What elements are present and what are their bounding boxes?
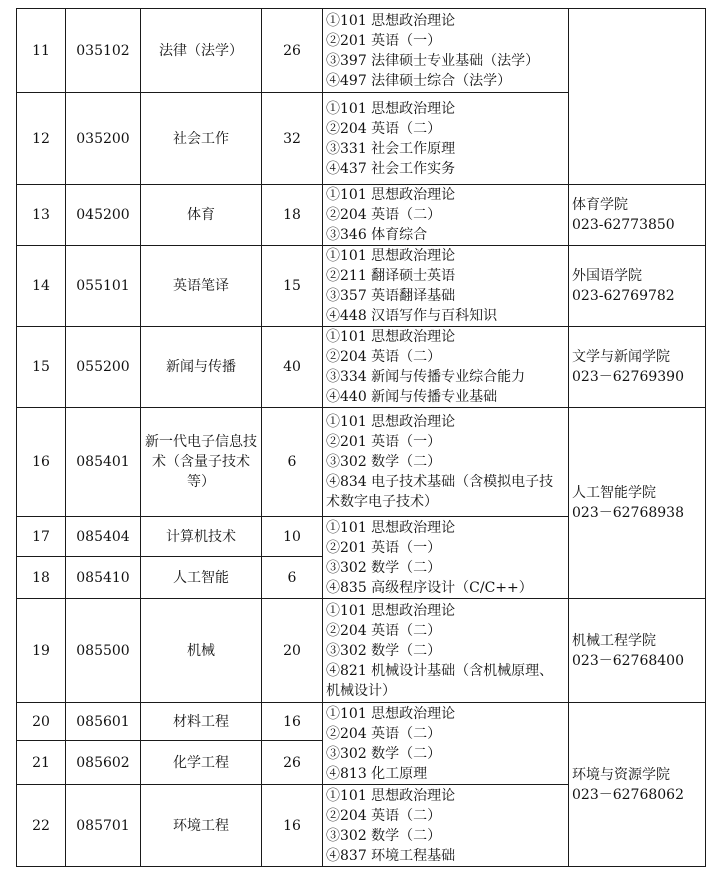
enrollment-quota: 16: [262, 703, 323, 741]
college-name: 机械工程学院: [572, 632, 656, 649]
major-code: 085410: [66, 557, 141, 599]
exam-subject: ②204 英语（二）: [326, 120, 442, 137]
major-code: 045200: [66, 185, 141, 246]
row-number: 14: [17, 246, 66, 327]
exam-subject: ①101 思想政治理论: [326, 705, 456, 722]
enrollment-quota: 20: [262, 599, 323, 703]
exam-subjects: [323, 185, 569, 246]
major-code: 055101: [66, 246, 141, 327]
exam-subject: ③346 体育综合: [326, 227, 428, 243]
enrollment-quota: 26: [262, 9, 323, 93]
exam-subject: ③302 数学（二）: [326, 454, 442, 470]
exam-subject: ④497 法律硕士综合（法学）: [326, 72, 512, 89]
exam-subjects: [323, 9, 569, 93]
exam-subject: ④834 电子技术基础（含模拟电子技术数字电子技术）: [326, 474, 554, 510]
major-name: 法律（法学）: [141, 9, 262, 93]
exam-subject: ②204 英语（二）: [326, 622, 442, 639]
enrollment-quota: 6: [262, 557, 323, 599]
contact-cell: [569, 599, 706, 703]
exam-subject: ③334 新闻与传播专业综合能力: [326, 369, 526, 385]
exam-subject: ③302 数学（二）: [326, 745, 442, 762]
major-name: 社会工作: [141, 93, 262, 185]
row-number: 22: [17, 785, 66, 867]
exam-subjects: [323, 327, 569, 408]
major-name: 体育: [141, 185, 262, 246]
exam-subject: ②201 英语（一）: [326, 434, 442, 450]
college-phone: 023－62768400: [572, 652, 684, 669]
row-number: 21: [17, 741, 66, 785]
enrollment-quota: 15: [262, 246, 323, 327]
exam-subject: ②201 英语（一）: [326, 539, 442, 556]
contact-cell: [569, 327, 706, 408]
college-phone: 023-62769782: [572, 288, 675, 304]
exam-subject: ①101 思想政治理论: [326, 248, 456, 264]
college-phone: 023－62768062: [572, 786, 684, 803]
admissions-table: [16, 8, 706, 867]
exam-subject: ④448 汉语写作与百科知识: [326, 308, 498, 324]
contact-cell: [569, 246, 706, 327]
exam-subject: ①101 思想政治理论: [326, 602, 456, 619]
exam-subjects: [323, 785, 569, 867]
exam-subject: ③397 法律硕士专业基础（法学）: [326, 52, 540, 69]
exam-subject: ①101 思想政治理论: [326, 519, 456, 536]
enrollment-quota: 6: [262, 408, 323, 517]
exam-subject: ②201 英语（一）: [326, 32, 442, 49]
exam-subject: ①101 思想政治理论: [326, 100, 456, 117]
contact-cell: [569, 185, 706, 246]
exam-subject: ①101 思想政治理论: [326, 414, 456, 430]
exam-subject: ②204 英语（二）: [326, 725, 442, 742]
major-name: 机械: [141, 599, 262, 703]
major-code: 085602: [66, 741, 141, 785]
major-code: 085401: [66, 408, 141, 517]
major-name: 化学工程: [141, 741, 262, 785]
major-code: 085500: [66, 599, 141, 703]
row-number: 19: [17, 599, 66, 703]
major-name: 新闻与传播: [141, 327, 262, 408]
row-number: 20: [17, 703, 66, 741]
exam-subject: ①101 思想政治理论: [326, 787, 456, 804]
enrollment-quota: 16: [262, 785, 323, 867]
major-code: 085601: [66, 703, 141, 741]
table-row: [17, 327, 706, 408]
major-name: 新一代电子信息技术（含量子技术等）: [141, 408, 262, 517]
row-number: 18: [17, 557, 66, 599]
contact-cell: [569, 703, 706, 867]
table-row: [17, 703, 706, 741]
major-code: 035102: [66, 9, 141, 93]
exam-subject: ③302 数学（二）: [326, 827, 442, 844]
row-number: 13: [17, 185, 66, 246]
row-number: 11: [17, 9, 66, 93]
exam-subject: ②204 英语（二）: [326, 349, 442, 365]
college-name: 人工智能学院: [572, 485, 656, 501]
exam-subject: ①101 思想政治理论: [326, 12, 456, 29]
exam-subject: ④837 环境工程基础: [326, 847, 456, 864]
college-name: 环境与资源学院: [572, 766, 670, 783]
college-name: 文学与新闻学院: [572, 349, 670, 365]
table-row: [17, 185, 706, 246]
exam-subject: ②204 英语（二）: [326, 807, 442, 824]
enrollment-quota: 10: [262, 517, 323, 557]
college-phone: 023－62768938: [572, 505, 684, 521]
row-number: 17: [17, 517, 66, 557]
exam-subject: ②211 翻译硕士英语: [326, 268, 456, 284]
exam-subject: ③357 英语翻译基础: [326, 288, 456, 304]
table-row: [17, 599, 706, 703]
major-name: 环境工程: [141, 785, 262, 867]
exam-subject: ④835 高级程序设计（C/C++）: [326, 579, 533, 596]
enrollment-quota: 26: [262, 741, 323, 785]
exam-subjects: [323, 703, 569, 785]
exam-subjects: [323, 93, 569, 185]
exam-subjects: [323, 246, 569, 327]
exam-subjects: [323, 599, 569, 703]
exam-subject: ④437 社会工作实务: [326, 160, 456, 177]
enrollment-quota: 40: [262, 327, 323, 408]
major-name: 材料工程: [141, 703, 262, 741]
major-code: 085701: [66, 785, 141, 867]
table-row: [17, 246, 706, 327]
college-phone: 023-62773850: [572, 217, 675, 233]
major-code: 035200: [66, 93, 141, 185]
exam-subject: ①101 思想政治理论: [326, 187, 456, 203]
college-name: 外国语学院: [572, 268, 642, 284]
enrollment-quota: 18: [262, 185, 323, 246]
row-number: 15: [17, 327, 66, 408]
exam-subject: ④821 机械设计基础（含机械原理、机械设计）: [326, 662, 554, 699]
exam-subject: ③302 数学（二）: [326, 642, 442, 659]
enrollment-quota: 32: [262, 93, 323, 185]
exam-subject: ③331 社会工作原理: [326, 140, 456, 157]
exam-subjects: [323, 408, 569, 517]
exam-subject: ③302 数学（二）: [326, 559, 442, 576]
exam-subjects: [323, 517, 569, 599]
major-code: 055200: [66, 327, 141, 408]
contact-cell-empty: [569, 9, 706, 185]
row-number: 16: [17, 408, 66, 517]
exam-subject: ①101 思想政治理论: [326, 329, 456, 345]
table-row: [17, 408, 706, 517]
row-number: 12: [17, 93, 66, 185]
exam-subject: ②204 英语（二）: [326, 207, 442, 223]
major-name: 英语笔译: [141, 246, 262, 327]
college-name: 体育学院: [572, 197, 628, 213]
table-row: [17, 9, 706, 93]
major-code: 085404: [66, 517, 141, 557]
exam-subject: ④813 化工原理: [326, 765, 428, 782]
contact-cell: [569, 408, 706, 599]
exam-subject: ④440 新闻与传播专业基础: [326, 389, 498, 405]
major-name: 人工智能: [141, 557, 262, 599]
major-name: 计算机技术: [141, 517, 262, 557]
college-phone: 023－62769390: [572, 369, 684, 385]
